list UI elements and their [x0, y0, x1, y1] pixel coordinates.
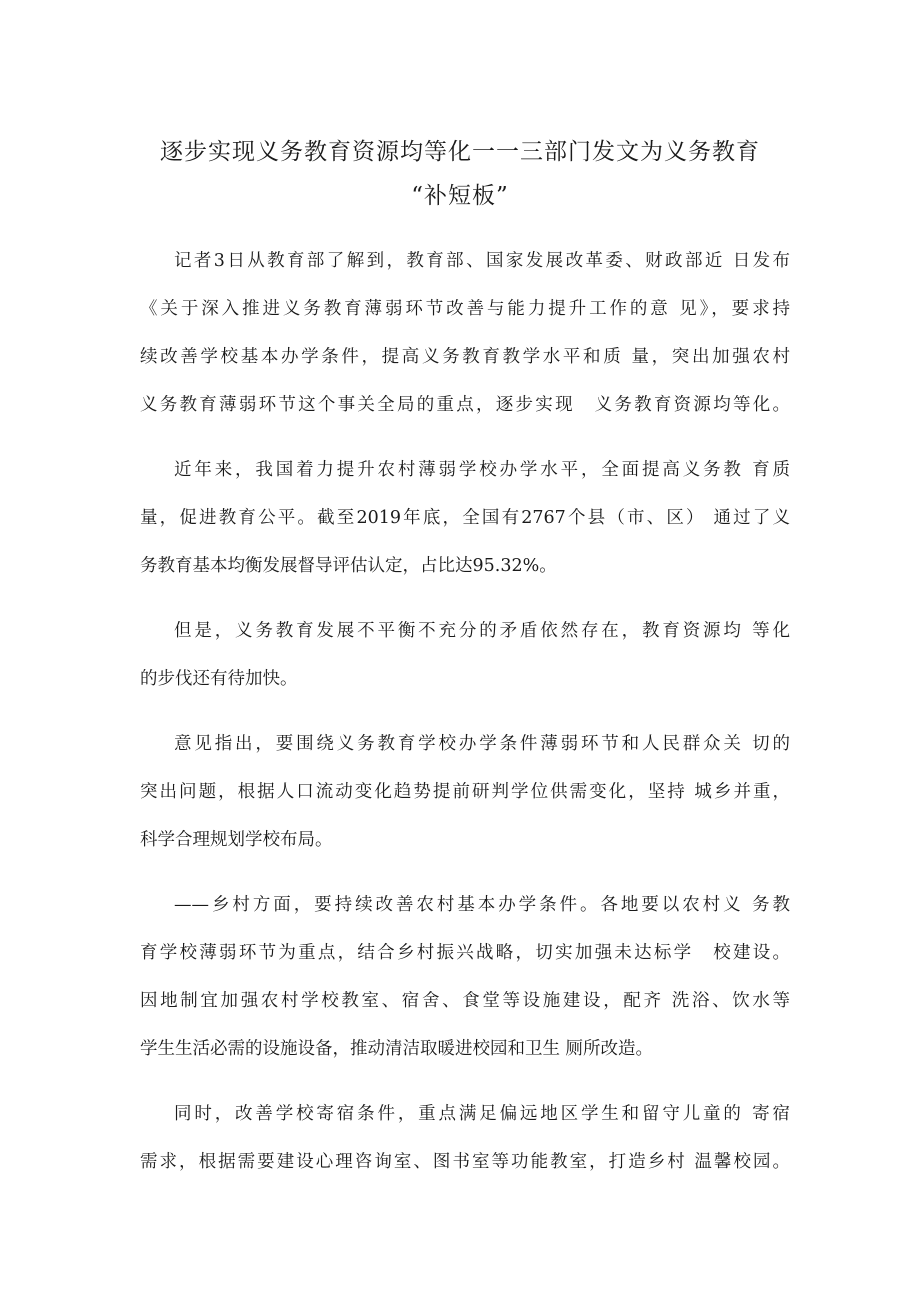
paragraph-1-line-3: 续改善学校基本办学条件，提高义务教育教学水平和质 量，突出加强农村 — [140, 347, 790, 367]
paragraph-2-line-1: 近年来，我国着力提升农村薄弱学校办学水平，全面提高义务教 育质 — [174, 460, 790, 480]
paragraph-1-line-4: 义务教育薄弱环节这个事关全局的重点，逐步实现 义务教育资源均等化。 — [140, 395, 790, 415]
paragraph-4-line-3: 科学合理规划学校布局。 — [140, 830, 333, 850]
paragraph-5-line-2: 育学校薄弱环节为重点，结合乡村振兴战略，切实加强未达标学 校建设。 — [140, 943, 790, 963]
paragraph-2-line-3: 务教育基本均衡发展督导评估认定，占比达95.32%。 — [140, 556, 557, 576]
paragraph-3-line-1: 但是，义务教育发展不平衡不充分的矛盾依然存在，教育资源均 等化 — [174, 621, 790, 641]
paragraph-4-line-1: 意见指出，要围绕义务教育学校办学条件薄弱环节和人民群众关 切的 — [174, 734, 790, 754]
paragraph-6-line-1: 同时，改善学校寄宿条件，重点满足偏远地区学生和留守儿童的 寄宿 — [174, 1104, 790, 1124]
paragraph-4-line-2: 突出问题，根据人口流动变化趋势提前研判学位供需变化，坚持 城乡并重， — [140, 782, 790, 802]
paragraph-5-line-4: 学生生活必需的设施设备，推动清洁取暖进校园和卫生 厕所改造。 — [140, 1039, 654, 1059]
paragraph-1-line-2: 《关于深入推进义务教育薄弱环节改善与能力提升工作的意 见》，要求持 — [140, 299, 790, 319]
document-title-line-2: “补短板” — [411, 183, 509, 209]
paragraph-3-line-2: 的步伐还有待加快。 — [140, 669, 298, 689]
paragraph-5-line-3: 因地制宜加强农村学校教室、宿舍、食堂等设施建设，配齐 洗浴、饮水等 — [140, 991, 790, 1011]
paragraph-2-line-2: 量，促进教育公平。截至2019年底，全国有2767个县（市、区） 通过了义 — [140, 508, 790, 528]
paragraph-5-line-1: ——乡村方面，要持续改善农村基本办学条件。各地要以农村义 务教 — [174, 895, 790, 915]
document-title-line-1: 逐步实现义务教育资源均等化一一三部门发文为义务教育 — [160, 139, 760, 165]
paragraph-1-line-1: 记者3日从教育部了解到，教育部、国家发展改革委、财政部近 日发布 — [174, 251, 790, 271]
paragraph-6-line-2: 需求，根据需要建设心理咨询室、图书室等功能教室，打造乡村 温馨校园。 — [140, 1152, 790, 1172]
